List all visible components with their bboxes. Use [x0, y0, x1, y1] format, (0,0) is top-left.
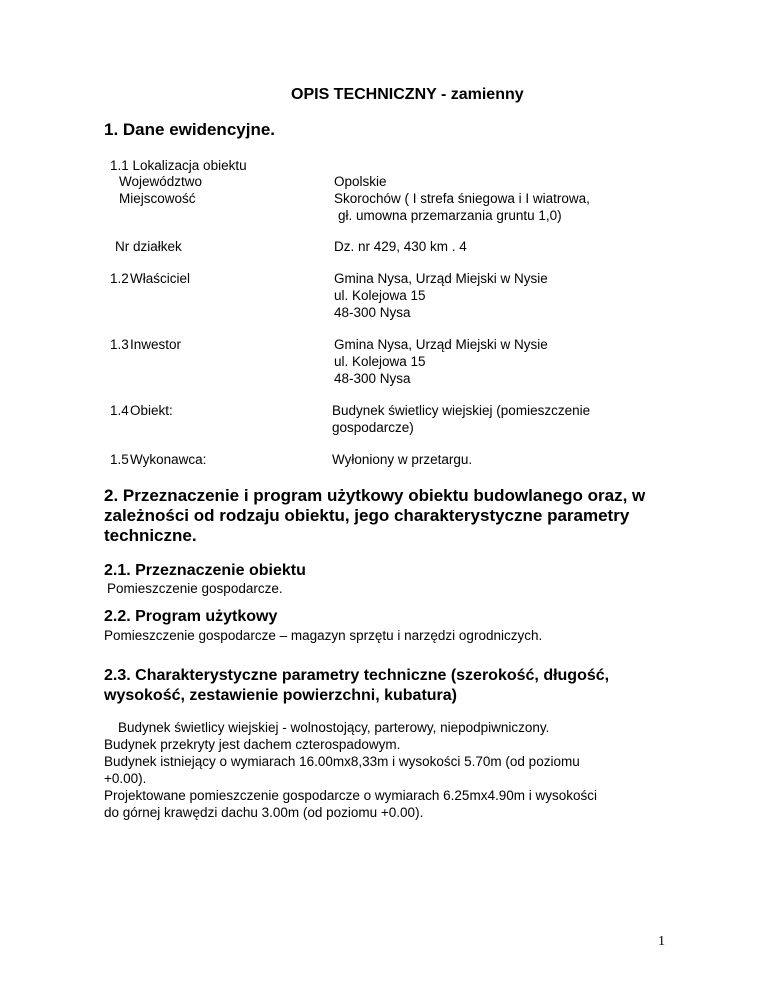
- subsection-1-1-heading: 1.1 Lokalizacja obiektu: [110, 158, 247, 173]
- subsection-2-3-text-line-3: Budynek istniejący o wymiarach 16.00mx8,33m i wysokości 5.70m (od poziomu: [104, 754, 580, 769]
- subsection-2-2-text: Pomieszczenie gospodarcze – magazyn sprzętu i narzędzi ogrodniczych.: [104, 628, 543, 643]
- value-inwestor-line-2: ul. Kolejowa 15: [334, 354, 426, 369]
- label-wlasciciel: Właściciel: [130, 271, 191, 286]
- value-wlasciciel-line-1: Gmina Nysa, Urząd Miejski w Nysie: [334, 271, 548, 286]
- subsection-2-2-heading: 2.2. Program użytkowy: [104, 608, 278, 625]
- value-wlasciciel-line-3: 48-300 Nysa: [334, 305, 411, 320]
- section-2-heading-line-1: 2. Przeznaczenie i program użytkowy obiektu budowlanego oraz, w: [104, 486, 646, 505]
- subsection-2-3-text-line-4: +0.00).: [104, 771, 147, 786]
- subsection-2-3-text-line-5: Projektowane pomieszczenie gospodarcze o wymiarach 6.25mx4.90m i wysokości: [104, 788, 597, 803]
- value-wykonawca: Wyłoniony w przetargu.: [332, 452, 473, 467]
- label-wykonawca: Wykonawca:: [130, 452, 207, 467]
- subsection-1-5-number: 1.5: [110, 452, 129, 467]
- value-obiekt-line-1: Budynek świetlicy wiejskiej (pomieszczenie: [332, 403, 591, 418]
- value-wojewodztwo: Opolskie: [334, 174, 387, 189]
- label-obiekt: Obiekt:: [130, 403, 173, 418]
- value-nr-dzialek: Dz. nr 429, 430 km . 4: [334, 239, 467, 254]
- subsection-2-1-text: Pomieszczenie gospodarcze.: [107, 581, 283, 596]
- subsection-2-3-heading-line-2: wysokość, zestawienie powierzchni, kubatura): [104, 687, 457, 704]
- document-title: OPIS TECHNICZNY - zamienny: [291, 86, 524, 103]
- section-2-heading-line-2: zależności od rodzaju obiektu, jego charakterystyczne parametry: [104, 506, 630, 525]
- section-2-heading-line-3: techniczne.: [104, 526, 197, 545]
- label-nr-dzialek: Nr działkek: [115, 239, 182, 254]
- subsection-2-1-heading: 2.1. Przeznaczenie obiektu: [104, 562, 306, 579]
- page-number: 1: [658, 934, 665, 949]
- value-wlasciciel-line-2: ul. Kolejowa 15: [334, 288, 426, 303]
- label-miejscowosc: Miejscowość: [119, 191, 196, 206]
- value-miejscowosc-line-2: gł. umowna przemarzania gruntu 1,0): [338, 208, 562, 223]
- subsection-1-3-number: 1.3: [110, 337, 129, 352]
- value-inwestor-line-3: 48-300 Nysa: [334, 371, 411, 386]
- value-miejscowosc-line-1: Skorochów ( I strefa śniegowa i I wiatrowa,: [334, 191, 590, 206]
- value-obiekt-line-2: gospodarcze): [332, 420, 414, 435]
- subsection-2-3-heading-line-1: 2.3. Charakterystyczne parametry techniczne (szerokość, długość,: [104, 667, 610, 684]
- subsection-2-3-text-line-6: do górnej krawędzi dachu 3.00m (od poziomu +0.00).: [104, 805, 424, 820]
- label-inwestor: Inwestor: [130, 337, 182, 352]
- label-wojewodztwo: Województwo: [119, 174, 203, 189]
- section-1-heading: 1. Dane ewidencyjne.: [104, 120, 276, 139]
- value-inwestor-line-1: Gmina Nysa, Urząd Miejski w Nysie: [334, 337, 548, 352]
- subsection-1-2-number: 1.2: [110, 271, 129, 286]
- subsection-2-3-text-line-1: Budynek świetlicy wiejskiej - wolnostojący, parterowy, niepodpiwniczony.: [118, 720, 550, 735]
- subsection-1-4-number: 1.4: [110, 403, 129, 418]
- subsection-2-3-text-line-2: Budynek przekryty jest dachem czterospadowym.: [104, 737, 401, 752]
